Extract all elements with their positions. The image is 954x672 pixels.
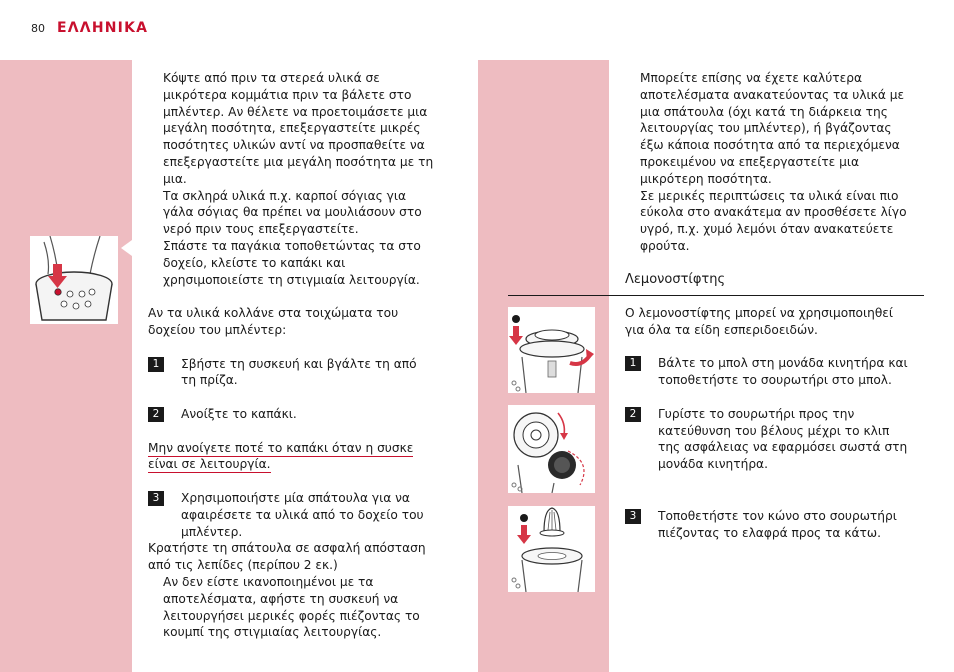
text-line: μικρότερα κομμάτια πριν τα βάλετε στο xyxy=(163,87,412,102)
text-line: επεξεργαστείτε μια μεγάλη ποσότητα με τη xyxy=(163,154,434,169)
text-line: γάλα σόγιας θα πρέπει να μουλιάσουν στο xyxy=(163,205,422,220)
text-line: τη πρίζα. xyxy=(181,373,238,388)
text-line: αποτελέσματα ανακατεύοντας τα υλικά με xyxy=(640,87,905,102)
text-line: κουμπί της στιγμιαίας λειτουργίας. xyxy=(163,625,382,640)
step-number: 3 xyxy=(148,491,164,506)
text-line: Γυρίστε το σουρωτήρι προς την xyxy=(658,406,855,421)
text-line: υγρό, π.χ. χυμό λεμόνι όταν ανακατεύετε xyxy=(640,222,894,237)
left-step-3 xyxy=(148,490,458,540)
section-heading xyxy=(625,272,937,289)
juicer-intro xyxy=(625,305,937,339)
text-line: Αν τα υλικά κολλάνε στα τοιχώματα του xyxy=(148,306,399,321)
text-line: Ο λεμονοστίφτης μπορεί να χρησιμοποιηθεί xyxy=(625,306,894,320)
step-number: 1 xyxy=(625,356,641,371)
step-number: 3 xyxy=(625,509,641,524)
page-header xyxy=(31,20,148,38)
spatula-distance-note xyxy=(148,540,458,574)
text-line: λειτουργήσει μερικές φορές πιέζοντας το xyxy=(163,608,420,623)
text-line: Σπάστε τα παγάκια τοποθετώντας τα στο xyxy=(163,238,421,253)
juicer-step-2 xyxy=(625,406,937,473)
text-line: νερό πριν τους επεξεργαστείτε. xyxy=(163,222,359,237)
text-line: μπλέντερ. xyxy=(181,524,243,539)
text-line: αποτελέσματα, αφήστε τη συσκευή να xyxy=(163,591,399,606)
mixing-tips xyxy=(625,70,937,255)
warning-line: είναι σε λειτουργία. xyxy=(148,457,271,472)
text-line: από τις λεπίδες (περίπου 2 εκ.) xyxy=(148,558,338,573)
left-text-column xyxy=(148,70,458,641)
juicer-rotate-illustration xyxy=(508,405,595,493)
juicer-step-3-wrap xyxy=(625,508,937,542)
juicer-step-1 xyxy=(625,355,937,389)
text-line: Μπορείτε επίσης να έχετε καλύτερα xyxy=(640,71,862,85)
juicer-step-3 xyxy=(625,508,937,542)
text-line: πιέζοντας το ελαφρά προς τα κάτω. xyxy=(658,525,881,540)
text-line: μια σπάτουλα (όχι κατά τη διάρκεια της xyxy=(640,104,888,119)
text-line: μπλέντερ. Αν θέλετε να προετοιμάσετε μια xyxy=(163,104,428,119)
text-line: κατεύθυνση του βέλους μέχρι το κλιπ xyxy=(658,423,890,438)
left-step-2 xyxy=(148,406,458,423)
left-step-1 xyxy=(148,356,458,390)
text-line: Κόψτε από πριν τα στερεά υλικά σε xyxy=(163,71,380,85)
text-line: Σε μερικές περιπτώσεις τα υλικά είναι πιο xyxy=(640,188,899,203)
text-line: φρούτα. xyxy=(640,238,690,253)
text-line: προκειμένου να επεξεργαστείτε μια xyxy=(640,154,860,169)
section-divider xyxy=(508,295,924,296)
right-text-column xyxy=(625,70,937,255)
text-line: Χρησιμοποιήστε μία σπάτουλα για να xyxy=(181,490,410,505)
text-line: Ανοίξτε το καπάκι. xyxy=(181,406,297,421)
language-title: ΕΛΛΗΝΙΚΑ xyxy=(57,20,149,36)
text-line: μονάδα κινητήρα. xyxy=(658,457,768,472)
text-line: για όλα τα είδη εσπεριδοειδών. xyxy=(625,322,818,337)
text-line: Τοποθετήστε τον κώνο στο σουρωτήρι xyxy=(658,509,897,523)
page-number: 80 xyxy=(31,22,45,35)
text-line: δοχείου του μπλέντερ: xyxy=(148,322,287,337)
juicer-sieve-illustration xyxy=(508,307,595,393)
text-line: Σβήστε τη συσκευή και βγάλτε τη από xyxy=(181,356,417,371)
section-title: Λεμονοστίφτης xyxy=(625,272,726,287)
text-line: Τα σκληρά υλικά π.χ. καρποί σόγιας για xyxy=(163,188,407,203)
safety-warning xyxy=(148,440,458,474)
left-margin-band xyxy=(0,60,132,672)
text-line: λειτουργίας του μπλέντερ), ή βγάζοντας xyxy=(640,121,892,136)
sieve-placement-icon xyxy=(508,307,595,393)
text-line: μεγάλη ποσότητα, επεξεργαστείτε μικρές xyxy=(163,121,421,136)
juicer-cone-illustration xyxy=(508,506,595,592)
text-line: έξω κάποια ποσότητα από τα περιεχόμενα xyxy=(640,138,900,153)
text-line: Βάλτε το μπολ στη μονάδα κινητήρα και xyxy=(658,356,908,371)
sieve-rotate-icon xyxy=(508,405,595,493)
warning-line: Μην ανοίγετε ποτέ το καπάκι όταν η συσκε xyxy=(148,440,414,455)
text-line: τοποθετήστε το σουρωτήρι στο μπολ. xyxy=(658,373,892,388)
sticky-ingredients-intro xyxy=(148,305,458,339)
blender-base-icon xyxy=(30,236,118,324)
step-number: 2 xyxy=(148,407,164,422)
blender-base-illustration xyxy=(30,236,118,324)
text-line: Κρατήστε τη σπάτουλα σε ασφαλή απόσταση xyxy=(148,541,426,556)
text-line: Αν δεν είστε ικανοποιημένοι με τα xyxy=(163,574,374,589)
text-line: μικρότερη ποσότητα. xyxy=(640,171,772,186)
pulse-advice xyxy=(148,574,458,641)
juicer-instructions xyxy=(625,305,937,473)
text-line: χρησιμοποιείστε τη στιγμιαία λειτουργία. xyxy=(163,272,420,287)
text-line: μια. xyxy=(163,171,187,186)
text-line: της ασφάλειας να εφαρμόσει σωστά στη xyxy=(658,440,908,455)
cone-placement-icon xyxy=(508,506,595,592)
text-line: δοχείο, κλείστε το καπάκι και xyxy=(163,255,346,270)
step-number: 2 xyxy=(625,407,641,422)
text-line: εύκολα στο ανακάτεμα αν προσθέσετε λίγο xyxy=(640,205,907,220)
preparation-tips xyxy=(148,70,458,288)
text-line: αφαιρέσετε τα υλικά από το δοχείο του xyxy=(181,507,424,522)
illustration-pointer xyxy=(121,240,132,256)
text-line: ποσότητες υλικών αντί να προσπαθείτε να xyxy=(163,138,425,153)
step-number: 1 xyxy=(148,357,164,372)
